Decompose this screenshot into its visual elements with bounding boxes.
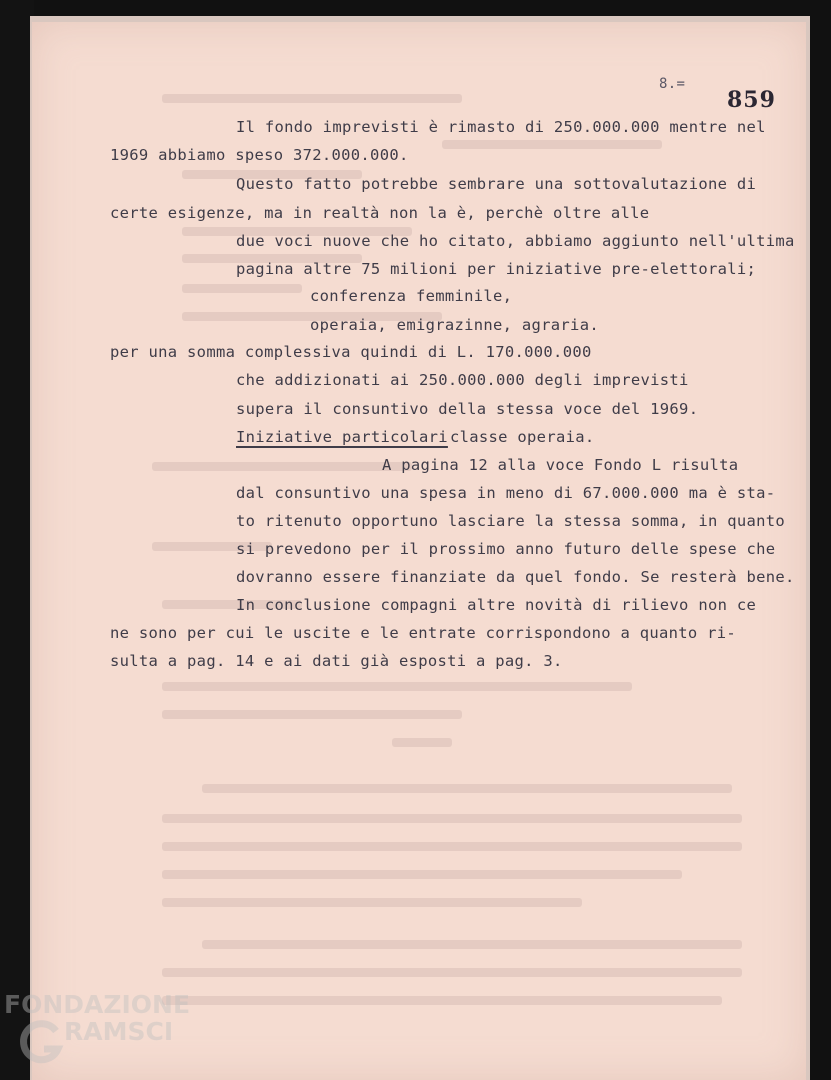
text-line: conferenza femminile, — [310, 287, 513, 305]
document-page — [32, 22, 806, 1080]
text-line: Il fondo imprevisti è rimasto di 250.000.000 mentre nel — [236, 118, 766, 136]
scanner-background — [0, 0, 34, 1080]
text-line: operaia, emigrazinne, agraria. — [310, 316, 599, 334]
text-line: per una somma complessiva quindi di L. 170.000.000 — [110, 343, 592, 361]
archive-stamp-number: 859 — [727, 87, 776, 113]
text-line: A pagina 12 alla voce Fondo L risulta — [382, 456, 739, 474]
watermark-line-2-text: RAMSCI — [64, 1017, 174, 1046]
text-line: ne sono per cui le uscite e le entrate corrispondono a quanto ri- — [110, 624, 737, 642]
underlined-heading: Iniziative particolari — [236, 428, 448, 446]
text-line: classe operaia. — [450, 428, 595, 446]
text-line: certe esigenze, ma in realtà non la è, perchè oltre alle — [110, 204, 650, 222]
watermark-line-1: FONDAZIONE — [4, 990, 191, 1019]
text-line: che addizionati ai 250.000.000 degli imprevisti — [236, 371, 689, 389]
text-line: Questo fatto potrebbe sembrare una sottovalutazione di — [236, 175, 757, 193]
text-line: dovranno essere finanziate da quel fondo. Se resterà bene. — [236, 568, 795, 586]
text-line: supera il consuntivo della stessa voce del 1969. — [236, 400, 699, 418]
text-line: due voci nuove che ho citato, abbiamo aggiunto nell'ultima — [236, 232, 795, 250]
text-line: 1969 abbiamo speso 372.000.000. — [110, 146, 409, 164]
text-line: si prevedono per il prossimo anno futuro delle spese che — [236, 540, 776, 558]
text-line: dal consuntivo una spesa in meno di 67.000.000 ma è sta- — [236, 484, 776, 502]
text-line: sulta a pag. 14 e ai dati già esposti a pag. 3. — [110, 652, 563, 670]
text-line: In conclusione compagni altre novità di rilievo non ce — [236, 596, 757, 614]
typed-page-label: 8.= — [659, 76, 686, 92]
text-line: to ritenuto opportuno lasciare la stessa somma, in quanto — [236, 512, 786, 530]
text-line: pagina altre 75 milioni per iniziative pre-elettorali; — [236, 260, 757, 278]
